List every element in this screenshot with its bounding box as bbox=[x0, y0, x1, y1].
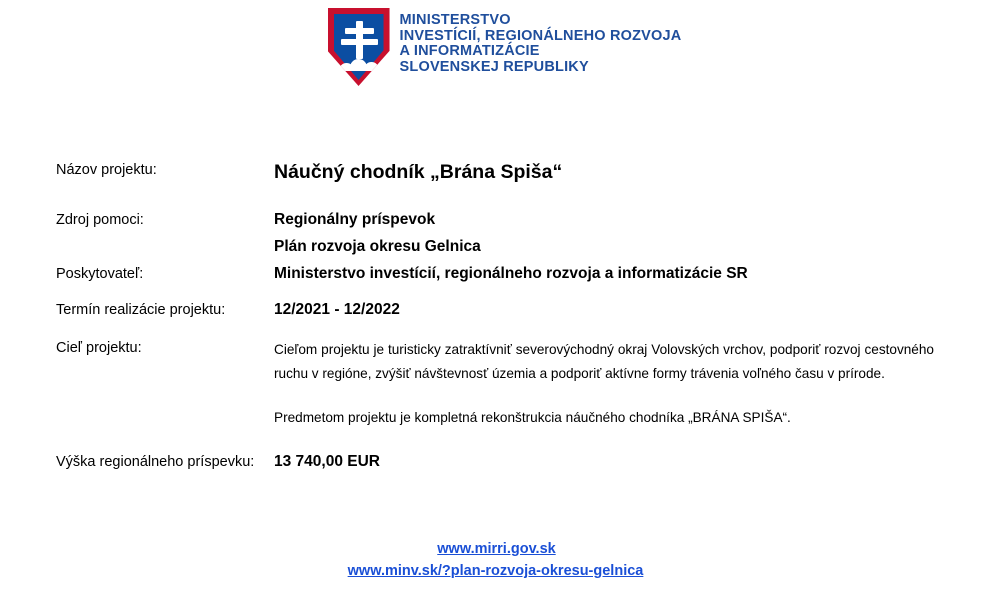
provider-label: Poskytovateľ: bbox=[56, 266, 144, 282]
ministry-name-line-2: INVESTÍCIÍ, REGIONÁLNEHO ROZVOJA bbox=[399, 27, 682, 44]
ministry-name-line-4: SLOVENSKEJ REPUBLIKY bbox=[399, 58, 589, 75]
term-value: 12/2021 - 12/2022 bbox=[274, 301, 400, 318]
shield-shape bbox=[328, 8, 390, 86]
source-value-line-1: Regionálny príspevok bbox=[274, 211, 436, 228]
provider-value: Ministerstvo investícií, regionálneho rozvoja a informatizácie SR bbox=[274, 265, 748, 282]
three-hills bbox=[340, 57, 378, 71]
ministry-logo bbox=[328, 8, 682, 86]
document-header bbox=[0, 8, 991, 86]
ministry-name-line-3: A INFORMATIZÁCIE bbox=[399, 43, 540, 59]
document-footer bbox=[0, 538, 991, 582]
link-mirri-gov-sk[interactable]: www.mirri.gov.sk bbox=[437, 541, 556, 557]
link-minv-sk-plan-rozvoja[interactable]: www.minv.sk/?plan-rozvoja-okresu-gelnica bbox=[347, 563, 644, 579]
source-value bbox=[274, 210, 956, 257]
source-label: Zdroj pomoci: bbox=[56, 212, 144, 228]
goal-paragraph-2: Predmetom projektu je kompletná rekonštrukcia náučného chodníka „BRÁNA SPIŠA“. bbox=[274, 410, 791, 425]
row-goal bbox=[56, 338, 956, 430]
amount-label: Výška regionálneho príspevku: bbox=[56, 454, 255, 470]
row-provider bbox=[56, 264, 956, 284]
amount-value: 13 740,00 EUR bbox=[274, 453, 380, 470]
goal-label: Cieľ projektu: bbox=[56, 340, 142, 356]
row-source bbox=[56, 210, 956, 257]
hill-right bbox=[364, 62, 379, 71]
cross-upper-bar bbox=[345, 28, 374, 34]
project-name-value: Náučný chodník „Brána Spiša“ bbox=[274, 161, 563, 183]
project-name-label: Názov projektu: bbox=[56, 162, 157, 178]
ministry-name-line-1: MINISTERSTVO bbox=[399, 12, 511, 28]
project-info-table bbox=[56, 160, 956, 472]
term-label: Termín realizácie projektu: bbox=[56, 302, 226, 318]
source-value-line-2: Plán rozvoja okresu Gelnica bbox=[274, 238, 481, 255]
row-amount bbox=[56, 452, 956, 472]
row-project-name bbox=[56, 160, 956, 184]
goal-paragraph-1: Cieľom projektu je turisticky zatraktívniť severovýchodný okraj Volovských vrchov, podporiť rozvoj cestovného ruchu v regióne, zvýšiť návštevnosť územia a podporiť aktívne formy trávenia voľného času v prírode. bbox=[274, 342, 934, 381]
cross-lower-bar bbox=[341, 39, 378, 45]
ministry-name bbox=[400, 8, 682, 75]
slovak-coat-of-arms-icon bbox=[328, 8, 390, 86]
goal-value bbox=[274, 338, 956, 430]
row-term bbox=[56, 300, 956, 320]
